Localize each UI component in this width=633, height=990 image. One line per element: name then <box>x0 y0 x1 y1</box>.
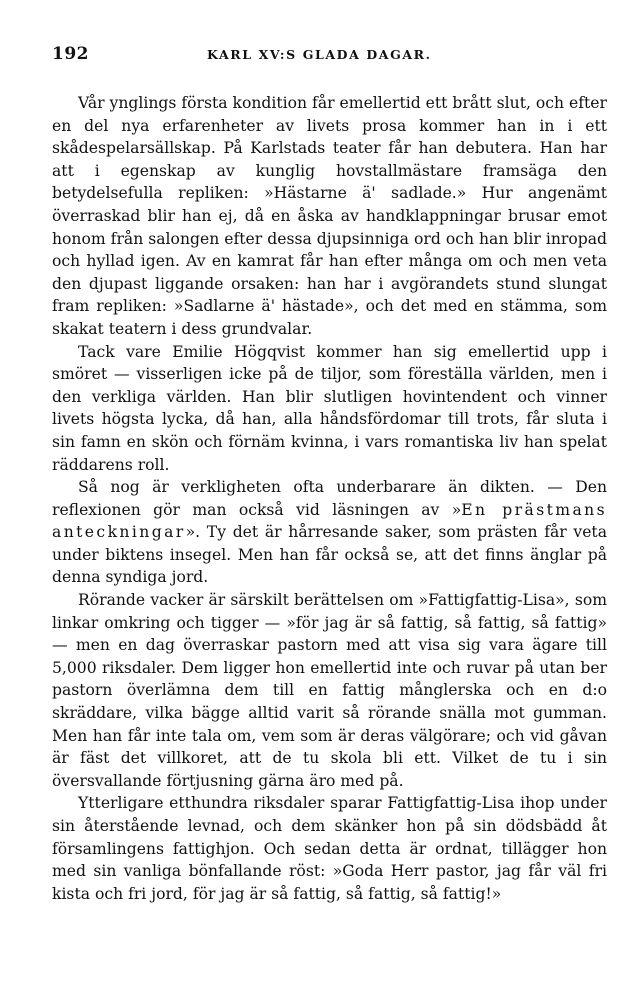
paragraph-4: Rörande vacker är särskilt berättelsen om »Fattigfattig-Lisa», som linkar omkring och tigger — »för jag är så fattig, så fattig, så fattig» — men en dag överraskar pastorn med att visa sig vara ägare till 5,000 riksdaler. Dem ligger hon emellertid inte och ruvar på utan ber pastorn överlämna dem till en fattig månglerska och en d:o skräddare, vilka bägge alltid varit så rörande snälla mot gumman. Men han får inte tala om, vem som är deras välgörare; och vid gåvan är fäst det villkoret, att de tu skola bli ett. Vilket de tu i sin översvallande förtjusning gärna äro med på. <box>52 591 607 790</box>
paragraph-2: Tack vare Emilie Högqvist kommer han sig emellertid upp i smöret — visserligen icke på de tiljor, som föreställa världen, men i den verkliga världen. Han blir slutligen hovintendent och vinner livets högsta lycka, då han, alla håndsfördomar till trots, får sluta i sin famn en skön och förnäm kvinna, i vars romantiska liv han spelat räddarens roll. <box>52 342 607 474</box>
body-text <box>52 92 607 905</box>
paragraph-5: Ytterligare etthundra riksdaler sparar Fattigfattig-Lisa ihop under sin återstående levnad, och dem skänker hon på sin dödsbädd åt församlingens fattighjon. Och sedan detta är ordnat, tillägger hon med sin vanliga bönfallande röst: »Goda Herr pastor, jag får väl fri kista och fri jord, för jag är så fattig, så fattig, så fattig!» <box>52 794 607 903</box>
paragraph-1: Vår ynglings första kondition får emellertid ett brått slut, och efter en del nya erfarenheter av livets prosa kommer han in i ett skådespelarsällskap. På Karlstads teater får han debutera. Han har att i egenskap av kunglig hovstallmästare framsäga den betydelsefulla repliken: »Hästarne ä' sadlade.» Hur angenämt överraskad blir han ej, då en åska av handklappningar brusar emot honom från salongen efter dessa djupsinniga ord och han blir inropad och hyllad igen. Av en kamrat får han efter många om och men veta den djupast liggande orsaken: han har i avgörandets stund slungat fram repliken: »Sadlarne ä' hästade», och det med en stämma, som skakat teatern i dess grundvalar. <box>52 94 607 338</box>
book-title-spaced: En prästmans anteckningar <box>52 500 607 542</box>
paragraph-3 <box>52 476 607 589</box>
book-page <box>52 44 607 905</box>
page-number: 192 <box>52 44 89 64</box>
paragraph-3-text-before: Så nog är verkligheten ofta underbarare än dikten. — Den reflexionen gör man också vid läsningen av » <box>52 478 607 519</box>
page-header <box>52 44 607 68</box>
paragraph-3-text-after: ». Ty det är hårresande saker, som prästen får veta under biktens insegel. Men han får också se, att det finns änglar på denna syndiga jord. <box>52 523 607 587</box>
running-title: KARL XV:S GLADA DAGAR. <box>207 47 432 62</box>
